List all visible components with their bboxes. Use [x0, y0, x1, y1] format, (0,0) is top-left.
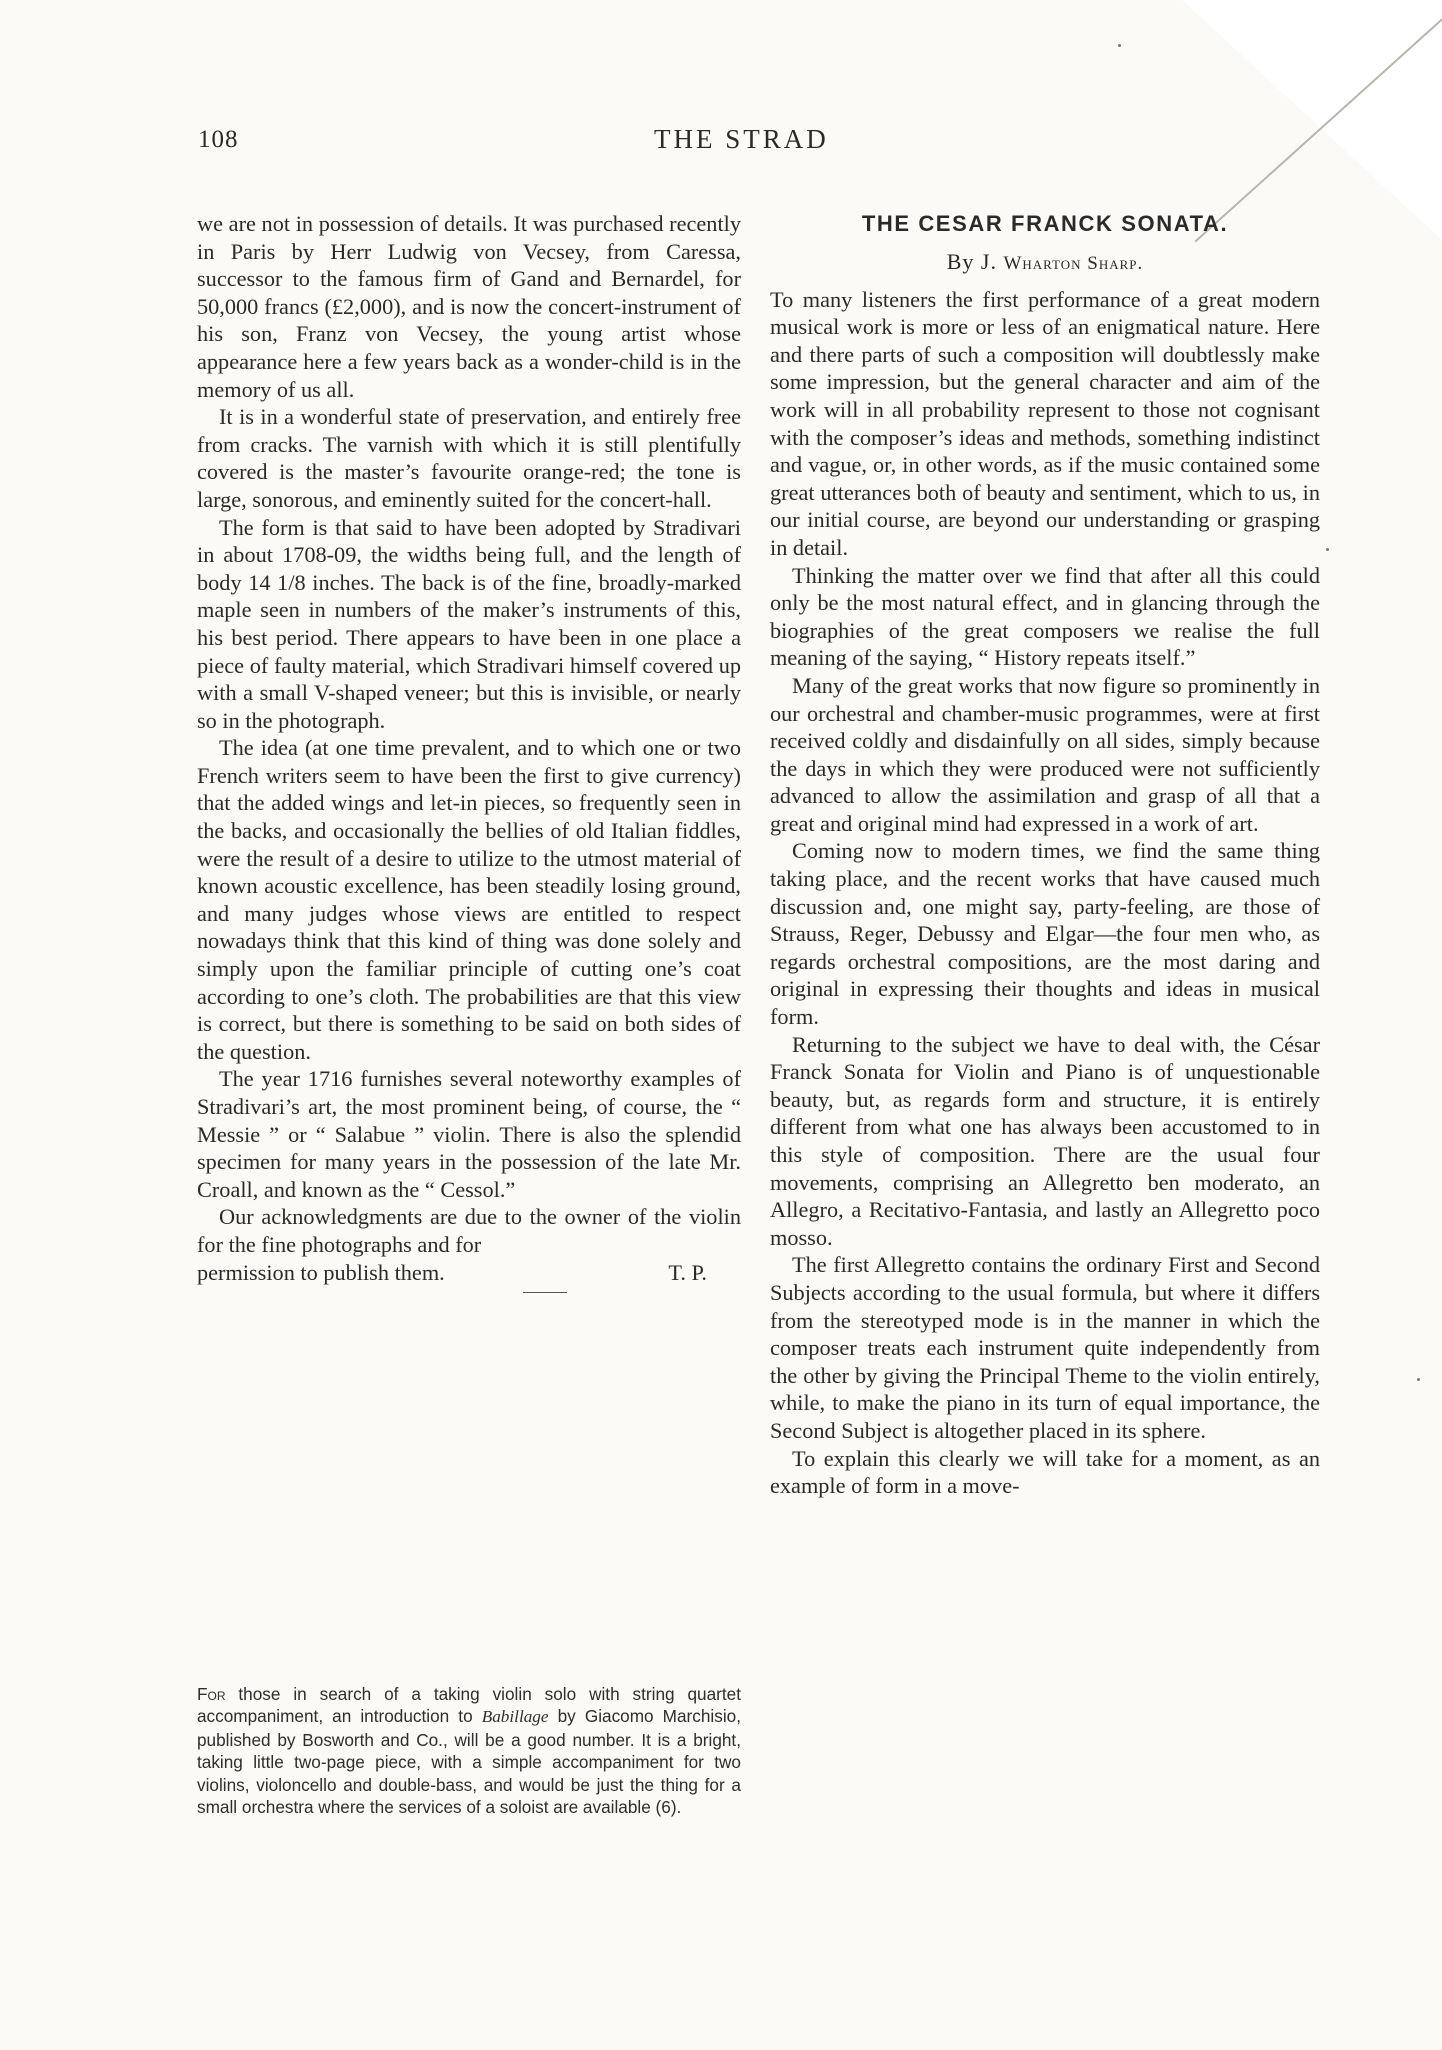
author-initials: T. P. [668, 1259, 707, 1285]
left-paragraph: It is in a wonderful state of preservation, and entirely free from cracks. The varnish with which it is still plentifully covered is the master’s favourite orange-red; the tone is large, sonorous, and eminently suited for the concert-hall. [197, 404, 741, 512]
notice-lead: For [197, 1684, 226, 1704]
left-paragraph: The idea (at one time prevalent, and to which one or two French writers seem to have been the first to give currency) that the added wings and let-in pieces, so frequently seen in the backs, and occasionally the bellies of old Italian fiddles, were the result of a desire to utilize to the utmost material of known acoustic excellence, has been steadily losing ground, and many judges whose views are entitled to respect nowadays think that this kind of thing was done solely and simply upon the familiar principle of cutting one’s coat according to one’s cloth. The probabilities are that this view is correct, but there is something to be said on both sides of the question. [197, 735, 741, 1064]
notice-piece-title: Babillage [481, 1707, 549, 1727]
closing-text: permission to publish them. [197, 1259, 445, 1285]
notice-text: by Giacomo Marchisio, published by Bosworth and Co., will be a good number. It is a bright, taking little two-page piece, with a simple accompaniment for two violins, violoncello and double-bass, and would be just the thing for a small orchestra where the services of a soloist are available (6). [197, 1706, 742, 1818]
paper-speck [1118, 44, 1121, 47]
section-divider [523, 1292, 567, 1293]
right-column [770, 210, 1320, 1500]
article-title: THE CESAR FRANCK SONATA. [861, 211, 1229, 236]
left-paragraph: The form is that said to have been adopted by Stradivari in about 1708-09, the widths being full, and the length of body 14 1/8 inches. The back is of the fine, broadly-marked maple seen in numbers of the maker’s instruments of this, his best period. There appears to have been in one place a piece of faulty material, which Stradivari himself covered up with a small V-shaped veneer; but this is invisible, or nearly so in the photograph. [197, 514, 741, 733]
page-number: 108 [198, 126, 239, 153]
left-column [197, 210, 741, 1293]
running-head: THE STRAD [654, 124, 829, 154]
right-paragraph: Thinking the matter over we find that after all this could only be the most natural effect, and in glancing through the biographies of the great composers we realise the full meaning of the saying, “ History repeats itself.” [770, 562, 1320, 671]
left-paragraph: Our acknowledgments are due to the owner of the violin for the fine photographs and for [197, 1204, 741, 1257]
paper-speck [1417, 1378, 1420, 1381]
right-paragraph: To many listeners the first performance of a great modern musical work is more or less of an enigmatical nature. Here and there parts of such a composition will doubtlessly make some impression, but the general character and aim of the work will in all probability represent to those not cognisant with the composer’s ideas and methods, something indistinct and vague, or, in other words, as if the music contained some great utterances both of beauty and sentiment, which to us, in our initial course, are beyond our understanding or grasping in detail. [770, 286, 1320, 560]
right-paragraph: The first Allegretto contains the ordinary First and Second Subjects according to the usual formula, but where it differs from the stereotyped mode is in the manner in which the composer treats each instrument quite independently from the other by giving the Principal Theme to the violin entirely, while, to make the piano in its turn of equal importance, the Second Subject is altogether placed in its sphere. [770, 1252, 1320, 1443]
paper-speck [1326, 548, 1329, 551]
right-paragraph: Coming now to modern times, we find the same thing taking place, and the recent works that have caused much discussion and, one might say, party-feeling, are those of Strauss, Reger, Debussy and Elgar—the four men who, as regards orchestral compositions, are the most daring and original in expressing their thoughts and ideas in musical form. [770, 838, 1320, 1030]
byline-prefix: By J. [946, 249, 997, 274]
music-notice [197, 1683, 741, 1818]
byline [770, 248, 1320, 278]
page-header [198, 126, 1352, 166]
left-paragraph: we are not in possession of details. It was purchased recently in Paris by Herr Ludwig von Vecsey, from Caressa, successor to the famous firm of Gand and Bernardel, for 50,000 francs (£2,000), and is now the concert-instrument of his son, Franz von Vecsey, the young artist whose appearance here a few years back as a wonder-child is in the memory of us all. [197, 211, 741, 402]
right-paragraph: Returning to the subject we have to deal with, the César Franck Sonata for Violin and Piano is of unquestionable beauty, but, as regards form and structure, it is entirely different from what one has always been accustomed to in this style of composition. There are the usual four movements, comprising an Allegretto ben moderato, an Allegro, a Recitativo-Fantasia, and lastly an Allegretto poco mosso. [770, 1031, 1320, 1250]
right-paragraph: Many of the great works that now figure so prominently in our orchestral and chamber-music programmes, were at first received coldly and disdainfully on all sides, simply because the days in which they were produced were not sufficiently advanced to allow the assimilation and grasp of all that a great and original mind had expressed in a work of art. [770, 672, 1320, 836]
notice-text: those in search of a taking violin solo with string quartet accompaniment, an introduction to [197, 1684, 741, 1727]
byline-author: Wharton Sharp. [1003, 253, 1144, 274]
closing-line [197, 1259, 741, 1287]
folded-corner [1182, 0, 1442, 240]
right-paragraph: To explain this clearly we will take for a moment, as an example of form in a move- [770, 1445, 1320, 1499]
left-paragraph: The year 1716 furnishes several noteworthy examples of Stradivari’s art, the most prominent being, of course, the “ Messie ” or “ Salabue ” violin. There is also the splendid specimen for many years in the possession of the late Mr. Croall, and known as the “ Cessol.” [197, 1066, 741, 1202]
